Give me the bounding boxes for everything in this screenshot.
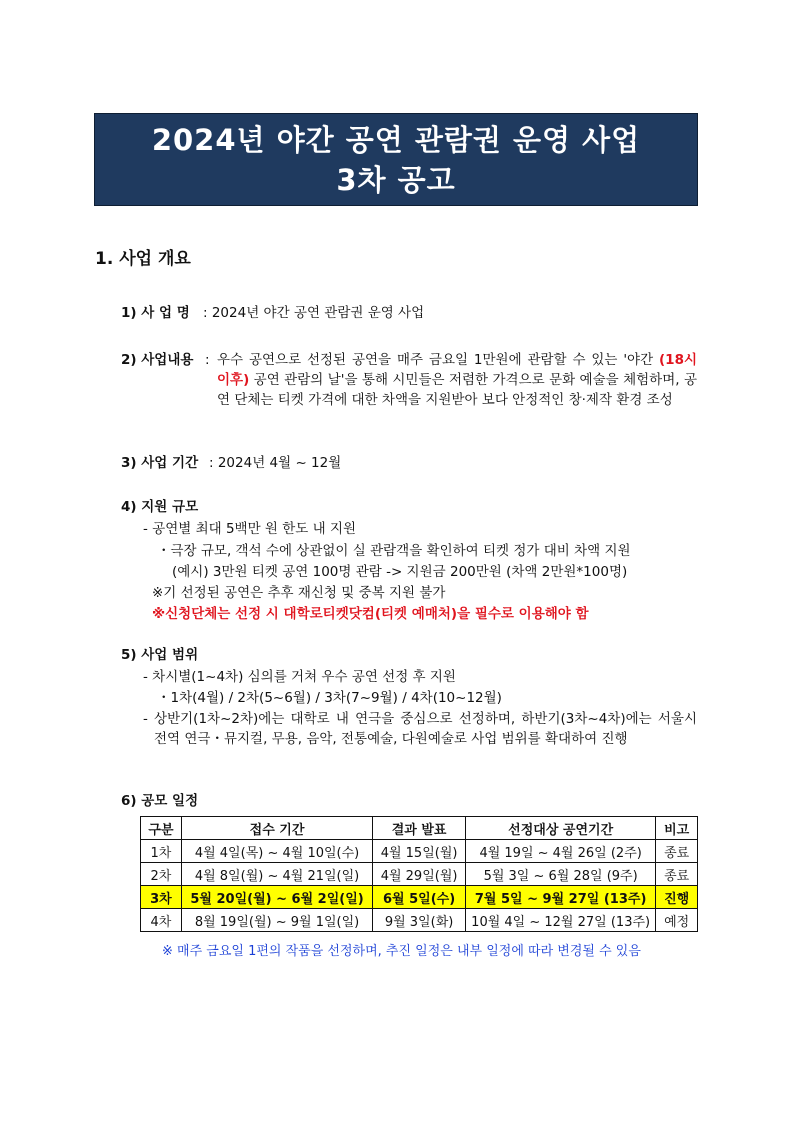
item-content-text	[217, 350, 697, 410]
table-row	[141, 909, 698, 932]
content-part2: 공연 관람의 날'을 통해 시민들은 저렴한 가격으로 문화 예술을 체험하며, 공연 단체는 티켓 가격에 대한 차액을 지원받아 보다 안정적인 창·제작 환경 조성	[217, 372, 697, 408]
item-name-label: 1) 사 업 명	[121, 305, 190, 321]
scale-line1: - 공연별 최대 5백만 원 한도 내 지원	[143, 521, 357, 537]
table-header: 구분	[141, 817, 182, 840]
title-line2: 3차 공고	[336, 162, 456, 197]
table-cell: 9월 3일(화)	[373, 909, 466, 932]
schedule-table	[140, 816, 698, 932]
title-line1: 2024년 야간 공연 관람권 운영 사업	[151, 122, 641, 157]
table-cell: 5월 20일(월) ~ 6월 2일(일)	[181, 886, 372, 909]
item-name-value: : 2024년 야간 공연 관람권 운영 사업	[203, 305, 425, 321]
table-cell: 8월 19일(월) ~ 9월 1일(일)	[181, 909, 372, 932]
footnote: ※ 매주 금요일 1편의 작품을 선정하며, 추진 일정은 내부 일정에 따라 변경될 수 있음	[162, 944, 641, 959]
item-scope-label: 5) 사업 범위	[121, 647, 199, 663]
table-row	[141, 863, 698, 886]
table-cell: 3차	[141, 886, 182, 909]
table-cell: 10월 4일 ~ 12월 27일 (13주)	[466, 909, 656, 932]
table-cell: 4차	[141, 909, 182, 932]
table-header: 비고	[656, 817, 698, 840]
table-header: 결과 발표	[373, 817, 466, 840]
item-scale-label: 4) 지원 규모	[121, 499, 199, 515]
item-period-label: 3) 사업 기간	[121, 455, 199, 471]
item-content-label: 2) 사업내용	[121, 352, 194, 368]
table-cell: 4월 8일(월) ~ 4월 21일(일)	[181, 863, 372, 886]
table-cell: 예정	[656, 909, 698, 932]
table-cell: 종료	[656, 840, 698, 863]
item-schedule-label: 6) 공모 일정	[121, 793, 199, 809]
scope-line1: - 차시별(1~4차) 심의를 거쳐 우수 공연 선정 후 지원	[143, 669, 456, 685]
table-header: 접수 기간	[181, 817, 372, 840]
scope-line2: ・1차(4월) / 2차(5~6월) / 3차(7~9월) / 4차(10~12월)	[157, 690, 502, 706]
table-cell: 1차	[141, 840, 182, 863]
scale-line4: ※기 선정된 공연은 추후 재신청 및 중복 지원 불가	[152, 585, 446, 601]
content-part1: 우수 공연으로 선정된 공연을 매주 금요일 1만원에 관람할 수 있는 '야간	[217, 352, 654, 368]
scope-line3: - 상반기(1차~2차)에는 대학로 내 연극을 중심으로 선정하며, 하반기(3차~4차)에는 서울시 전역 연극・뮤지컬, 무용, 음악, 전통예술, 다원예술로 사업 범위를 확대하여 진행	[143, 711, 697, 747]
table-cell: 4월 19일 ~ 4월 26일 (2주)	[466, 840, 656, 863]
table-cell: 7월 5일 ~ 9월 27일 (13주)	[466, 886, 656, 909]
section-heading: 1. 사업 개요	[95, 249, 191, 269]
content-highlight: (18시 이후)	[217, 352, 697, 388]
table-row-highlighted	[141, 886, 698, 909]
table-header-row	[141, 817, 698, 840]
table-header: 선정대상 공연기간	[466, 817, 656, 840]
table-cell: 종료	[656, 863, 698, 886]
table-cell: 진행	[656, 886, 698, 909]
scale-line5: ※신청단체는 선정 시 대학로티켓닷컴(티켓 예매처)을 필수로 이용해야 함	[152, 606, 589, 622]
table-cell: 2차	[141, 863, 182, 886]
item-content-colon: :	[205, 352, 210, 368]
scale-line2: ・극장 규모, 객석 수에 상관없이 실 관람객을 확인하여 티켓 정가 대비 차액 지원	[157, 543, 631, 559]
table-cell: 4월 4일(목) ~ 4월 10일(수)	[181, 840, 372, 863]
table-cell: 5월 3일 ~ 6월 28일 (9주)	[466, 863, 656, 886]
table-cell: 6월 5일(수)	[373, 886, 466, 909]
title-banner	[94, 113, 698, 206]
table-row	[141, 840, 698, 863]
scale-line3: (예시) 3만원 티켓 공연 100명 관람 -> 지원금 200만원 (차액 2만원*100명)	[172, 564, 628, 580]
item-period-value: : 2024년 4월 ~ 12월	[209, 455, 342, 471]
table-cell: 4월 15일(월)	[373, 840, 466, 863]
table-cell: 4월 29일(월)	[373, 863, 466, 886]
